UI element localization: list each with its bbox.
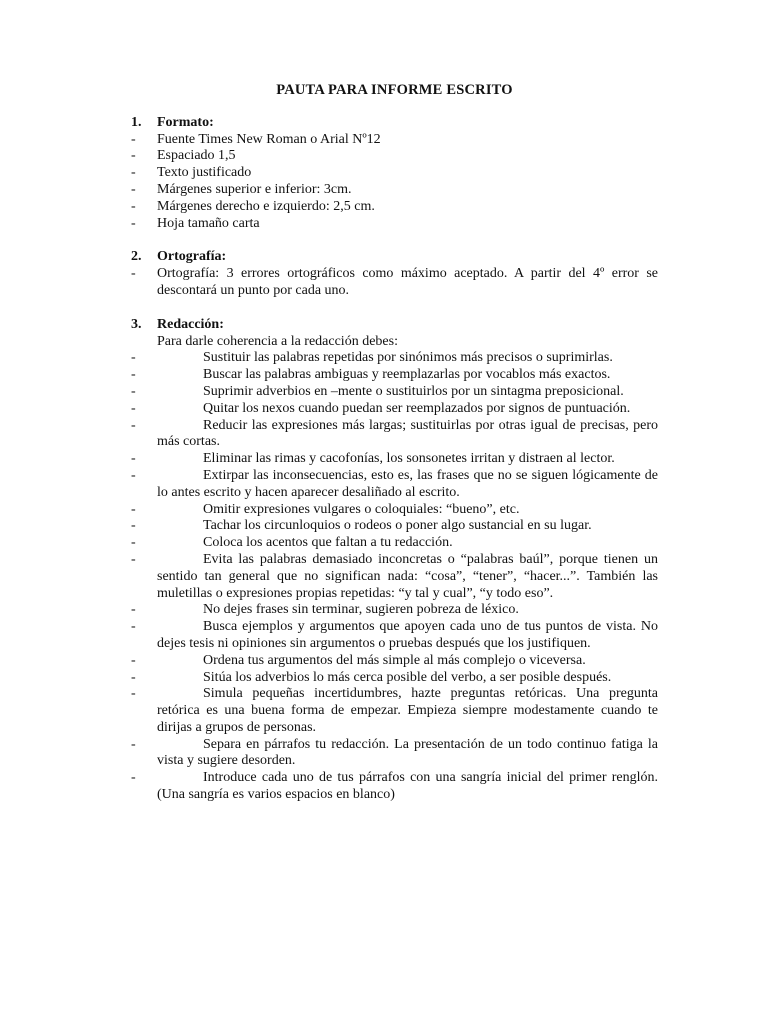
- list-item: [131, 518, 658, 535]
- bullet-dash: -: [131, 165, 136, 181]
- list-item-text: [157, 552, 658, 602]
- bullet-dash: -: [131, 467, 136, 483]
- list-item-body: Quitar los nexos cuando puedan ser reemplazados por signos de puntuación.: [203, 400, 631, 416]
- section-heading: [131, 115, 658, 132]
- list-item: [131, 686, 658, 736]
- list-item-text: Fuente Times New Roman o Arial Nº12: [157, 131, 381, 147]
- bullet-dash: -: [131, 181, 136, 197]
- list-item: [131, 502, 658, 519]
- section-heading: [131, 317, 658, 334]
- bullet-dash: -: [131, 669, 136, 685]
- list-item: [131, 350, 658, 367]
- list-item: [131, 199, 658, 216]
- list-item-text: [157, 384, 658, 401]
- list-item: [131, 451, 658, 468]
- list-item-text: [157, 686, 658, 736]
- section-number: 3.: [131, 316, 142, 332]
- list-item-text: [157, 737, 658, 771]
- list-item: [131, 737, 658, 771]
- bullet-dash: -: [131, 215, 136, 231]
- list-item-body: Eliminar las rimas y cacofonías, los sonsonetes irritan y distraen al lector.: [203, 451, 615, 467]
- section-number: 1.: [131, 114, 142, 130]
- bullet-dash: -: [131, 551, 136, 567]
- bullet-dash: -: [131, 451, 136, 467]
- list-item-body: Extirpar las inconsecuencias, esto es, las frases que no se siguen lógicamente de lo antes escrito y hacen aparecer desaliñado al escrito.: [157, 467, 658, 500]
- list-item-text: [157, 518, 658, 535]
- bullet-dash: -: [131, 652, 136, 668]
- list-item-body: Introduce cada uno de tus párrafos con una sangría inicial del primer renglón. (Una sangría es varios espacios en blanco): [157, 770, 658, 803]
- list-item-text: Márgenes superior e inferior: 3cm.: [157, 181, 352, 197]
- section-intro: Para darle coherencia a la redacción debes:: [157, 333, 398, 349]
- bullet-dash: -: [131, 350, 136, 366]
- bullet-dash: -: [131, 736, 136, 752]
- bullet-dash: -: [131, 417, 136, 433]
- list-item-body: Buscar las palabras ambiguas y reemplazarlas por vocablos más exactos.: [203, 367, 611, 383]
- list-item-text: [157, 418, 658, 452]
- section-title: Ortografía:: [157, 249, 227, 265]
- bullet-dash: -: [131, 535, 136, 551]
- bullet-dash: -: [131, 131, 136, 147]
- section-heading: [131, 249, 658, 266]
- section-title: Formato:: [157, 114, 214, 130]
- list-item-text: Ortografía: 3 errores ortográficos como máximo aceptado. A partir del 4º error se descontará un punto por cada uno.: [157, 266, 658, 298]
- list-item: [131, 670, 658, 687]
- list-item-text: Márgenes derecho e izquierdo: 2,5 cm.: [157, 198, 375, 214]
- list-item-body: Omitir expresiones vulgares o coloquiales: “bueno”, etc.: [203, 501, 520, 517]
- list-item-text: [157, 502, 658, 519]
- bullet-dash: -: [131, 619, 136, 635]
- document-title: PAUTA PARA INFORME ESCRITO: [276, 82, 513, 98]
- bullet-dash: -: [131, 367, 136, 383]
- list-item-text: [157, 653, 658, 670]
- list-item: [131, 132, 658, 149]
- list-item-text: [157, 535, 658, 552]
- list-item: [131, 535, 658, 552]
- list-item-text: [157, 770, 658, 804]
- list-item: [131, 602, 658, 619]
- bullet-dash: -: [131, 686, 136, 702]
- bullet-dash: -: [131, 383, 136, 399]
- list-item: [131, 468, 658, 502]
- list-item-body: Coloca los acentos que faltan a tu redacción.: [203, 535, 453, 551]
- bullet-dash: -: [131, 198, 136, 214]
- bullet-dash: -: [131, 501, 136, 517]
- list-item-body: Ordena tus argumentos del más simple al más complejo o viceversa.: [203, 652, 586, 668]
- list-item-text: [157, 602, 658, 619]
- list-item-body: Sustituir las palabras repetidas por sinónimos más precisos o suprimirlas.: [203, 350, 613, 366]
- list-item: [131, 266, 658, 300]
- list-item-body: Reducir las expresiones más largas; sustituirlas por otras igual de precisas, pero más cortas.: [157, 417, 658, 450]
- list-item-body: Sitúa los adverbios lo más cerca posible del verbo, a ser posible después.: [203, 669, 612, 685]
- list-item-text: Espaciado 1,5: [157, 148, 236, 164]
- section-ortografia: [131, 249, 658, 299]
- list-item-text: [157, 350, 658, 367]
- bullet-dash: -: [131, 518, 136, 534]
- list-item-text: Texto justificado: [157, 165, 252, 181]
- list-item-text: [157, 619, 658, 653]
- list-item-body: Simula pequeñas incertidumbres, hazte preguntas retóricas. Una pregunta retórica es una buena forma de empezar. Empieza siempre modestamente cuando te dirijas a grupos de personas.: [157, 686, 658, 735]
- list-item-text: [157, 367, 658, 384]
- section-redaccion: [131, 317, 658, 804]
- list-item-body: Busca ejemplos y argumentos que apoyen cada uno de tus puntos de vista. No dejes tesis ni opiniones sin argumentos o pruebas después que los justifiquen.: [157, 619, 658, 651]
- list-item: [131, 770, 658, 804]
- list-item: [131, 418, 658, 452]
- list-item-text: [157, 401, 658, 418]
- bullet-dash: -: [131, 266, 136, 282]
- list-item-text: Hoja tamaño carta: [157, 215, 260, 231]
- list-item: [131, 401, 658, 418]
- bullet-dash: -: [131, 148, 136, 164]
- bullet-dash: -: [131, 602, 136, 618]
- list-item: [131, 367, 658, 384]
- list-item: [131, 619, 658, 653]
- list-item: [131, 165, 658, 182]
- list-item-body: Suprimir adverbios en –mente o sustituirlos por un sintagma preposicional.: [203, 383, 624, 399]
- list-item-text: [157, 451, 658, 468]
- list-item: [131, 216, 658, 233]
- list-item: [131, 384, 658, 401]
- list-item: [131, 653, 658, 670]
- list-item-text: [157, 670, 658, 687]
- list-item-body: Tachar los circunloquios o rodeos o poner algo sustancial en su lugar.: [203, 518, 592, 534]
- list-item-body: No dejes frases sin terminar, sugieren pobreza de léxico.: [203, 602, 519, 618]
- list-item: [131, 552, 658, 602]
- list-item-text: [157, 468, 658, 502]
- bullet-dash: -: [131, 400, 136, 416]
- section-formato: [131, 115, 658, 233]
- list-item: [131, 148, 658, 165]
- bullet-dash: -: [131, 770, 136, 786]
- list-item: [131, 182, 658, 199]
- list-item-body: Separa en párrafos tu redacción. La presentación de un todo continuo fatiga la vista y sugiere desorden.: [157, 736, 658, 769]
- section-number: 2.: [131, 249, 142, 265]
- section-title: Redacción:: [157, 316, 224, 332]
- list-item-body: Evita las palabras demasiado inconcretas o “palabras baúl”, porque tienen un sentido tan general que no significan nada: “cosa”, “tener”, “hacer...”. También las muletillas o expresiones propias repetidas: “y tal y cual”, “y todo eso”.: [157, 551, 658, 601]
- redaccion-list: [131, 350, 658, 804]
